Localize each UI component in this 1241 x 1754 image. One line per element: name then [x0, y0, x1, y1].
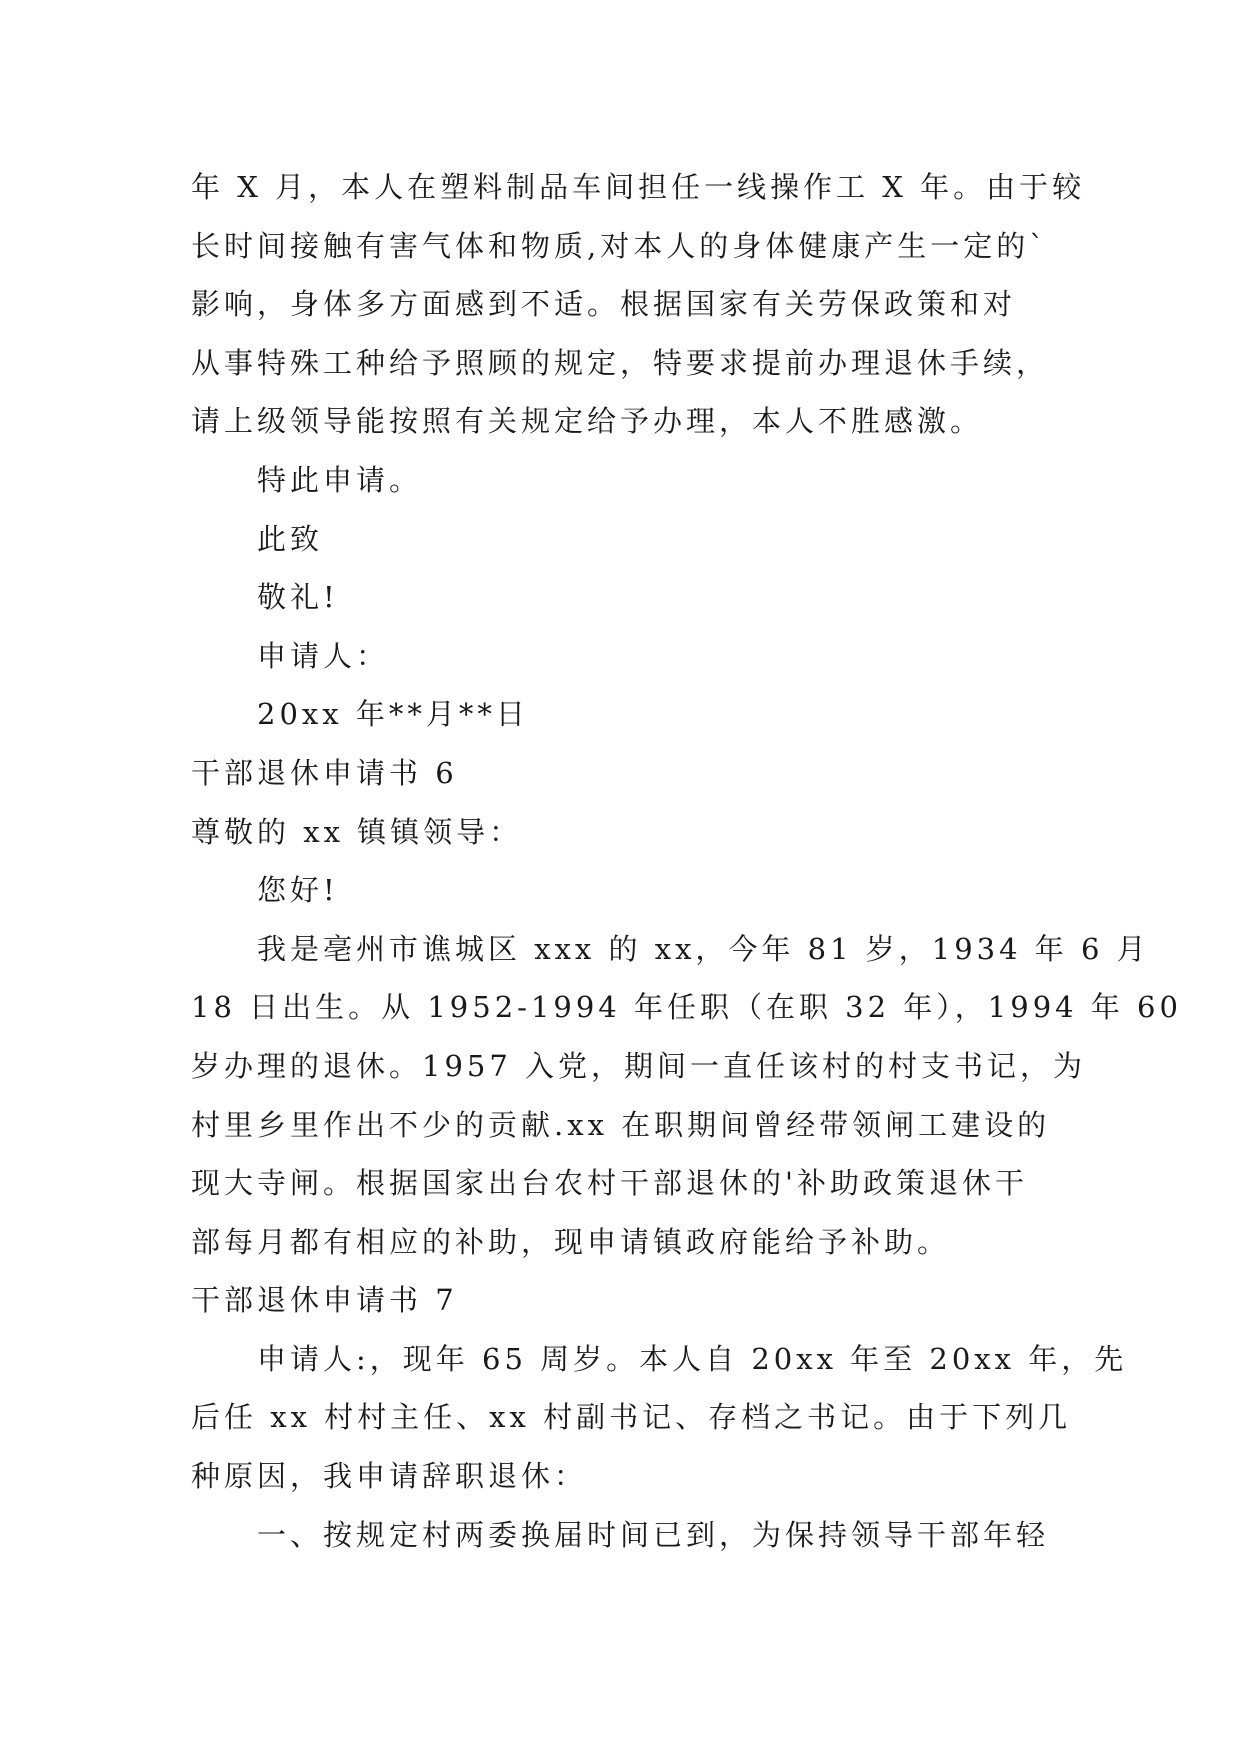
text-line: 请上级领导能按照有关规定给予办理，本人不胜感激。: [191, 404, 984, 439]
text-line: 后任 xx 村村主任、xx 村副书记、存档之书记。由于下列几: [191, 1400, 1072, 1435]
greeting: 您好!: [257, 873, 339, 908]
text-line: 种原因，我申请辞职退休：: [191, 1459, 588, 1494]
salutation-closing: 此致: [257, 521, 324, 556]
document-body: [191, 158, 1182, 1564]
addressee: 尊敬的 xx 镇镇领导：: [191, 814, 523, 849]
text-line: 年 X 月，本人在塑料制品车间担任一线操作工 X 年。由于较: [191, 170, 1086, 204]
text-line: 现大寺闸。根据国家出台农村干部退休的'补助政策退休干: [191, 1166, 1028, 1201]
text-line: 岁办理的退休。1957 入党，期间一直任该村的村支书记，为: [191, 1048, 1087, 1083]
section-heading: 干部退休申请书 6: [191, 755, 458, 790]
text-line: 18 日出生。从 1952-1994 年任职（在职 32 年），1994 年 60: [191, 990, 1182, 1025]
text-line: 部每月都有相应的补助，现申请镇政府能给予补助。: [191, 1224, 951, 1259]
text-line: 申请人:，现年 65 周岁。本人自 20xx 年至 20xx 年，先: [257, 1341, 1128, 1376]
closing-request: 特此申请。: [257, 462, 423, 497]
date-line: 20xx 年**月**日: [257, 697, 529, 732]
text-line: 影响，身体多方面感到不适。根据国家有关劳保政策和对: [191, 287, 1017, 322]
text-line: 一、按规定村两委换届时间已到，为保持领导干部年轻: [257, 1517, 1050, 1552]
salutation-regards: 敬礼!: [257, 580, 339, 615]
text-line: 长时间接触有害气体和物质,对本人的身体健康产生一定的`: [191, 228, 1048, 263]
section-heading: 干部退休申请书 7: [191, 1283, 458, 1318]
applicant-label: 申请人：: [257, 638, 390, 673]
text-line: 我是亳州市谯城区 xxx 的 xx，今年 81 岁，1934 年 6 月: [257, 931, 1150, 966]
text-line: 从事特殊工种给予照顾的规定，特要求提前办理退休手续，: [191, 345, 1050, 380]
text-line: 村里乡里作出不少的贡献.xx 在职期间曾经带领闸工建设的: [191, 1107, 1051, 1142]
